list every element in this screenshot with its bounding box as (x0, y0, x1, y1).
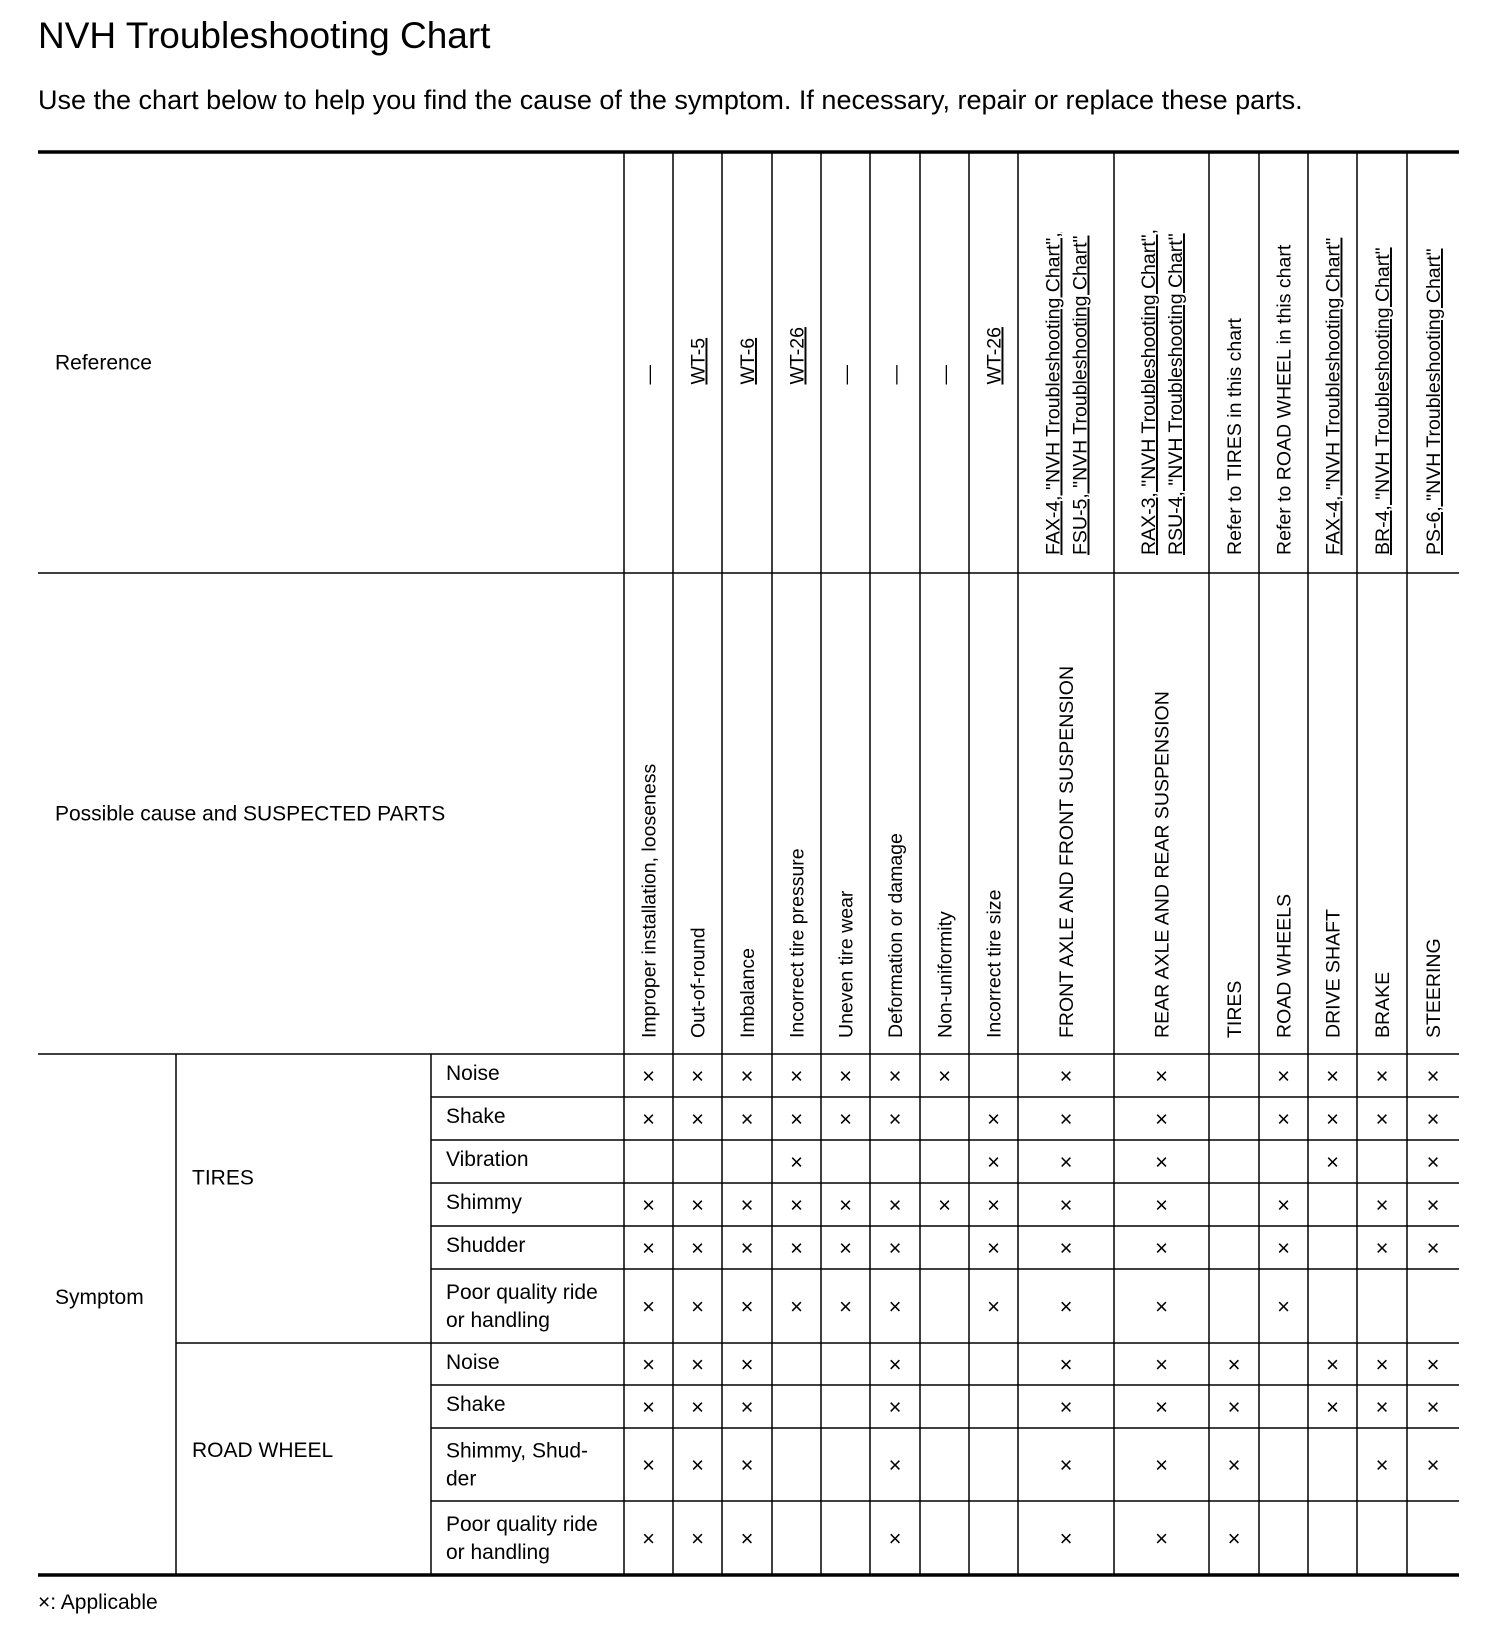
applicable-mark: × (1426, 1192, 1440, 1218)
applicable-mark: × (987, 1106, 1000, 1132)
applicable-mark: × (1059, 1352, 1073, 1377)
applicable-mark: × (1326, 1149, 1339, 1175)
applicable-mark: × (740, 1394, 754, 1420)
applicable-mark: × (1155, 1149, 1168, 1175)
applicable-mark: × (888, 1394, 902, 1420)
applicable-mark: × (1277, 1235, 1290, 1261)
applicable-mark: × (1155, 1106, 1168, 1132)
symptom-label-text: Shimmy, Shud- (446, 1439, 588, 1463)
applicable-mark: × (938, 1063, 951, 1089)
symptom-label-text: Shake (446, 1105, 506, 1128)
applicable-mark: × (1426, 1149, 1440, 1175)
applicable-mark: × (987, 1192, 1000, 1218)
applicable-mark: × (691, 1106, 704, 1132)
page-title: NVH Troubleshooting Chart (38, 15, 491, 56)
applicable-mark: × (790, 1294, 803, 1319)
applicable-mark: × (888, 1106, 902, 1132)
reference-link[interactable]: WT-26 (786, 327, 809, 385)
applicable-mark: × (839, 1106, 852, 1132)
applicable-mark: × (938, 1192, 951, 1218)
suspected-part-label: BRAKE (1372, 971, 1394, 1038)
applicable-mark: × (1375, 1452, 1389, 1478)
applicable-mark: × (1326, 1063, 1339, 1089)
reference-text: Refer to TIRES in this chart (1224, 318, 1246, 555)
suspected-part-label: FRONT AXLE AND FRONT SUSPENSION (1056, 665, 1078, 1038)
reference-link[interactable]: RSU-4, "NVH Troubleshooting Chart" (1165, 233, 1187, 555)
applicable-mark: × (1326, 1106, 1339, 1132)
reference-text: — (934, 365, 957, 385)
suspected-part-label: Incorrect tire size (983, 889, 1006, 1038)
applicable-mark: × (691, 1235, 704, 1261)
applicable-mark: × (1155, 1352, 1168, 1377)
applicable-mark: × (1227, 1526, 1241, 1551)
reference-text: Refer to ROAD WHEEL in this chart (1273, 244, 1296, 555)
applicable-mark: × (1059, 1526, 1073, 1551)
applicable-mark: × (888, 1352, 902, 1377)
symptom-label-text: der (446, 1467, 477, 1491)
reference-text: — (885, 365, 907, 385)
symptom-label-text: Noise (446, 1351, 500, 1374)
applicable-mark: × (1155, 1526, 1168, 1551)
reference-text: — (638, 365, 661, 385)
reference-text: — (835, 365, 858, 385)
applicable-mark: × (740, 1235, 754, 1261)
applicable-mark: × (1375, 1192, 1389, 1218)
applicable-mark: × (790, 1106, 803, 1132)
intro-text: Use the chart below to help you find the cause of the symptom. If necessary, repair or replace these parts. (38, 85, 1303, 115)
applicable-mark: × (1426, 1063, 1440, 1089)
applicable-mark: × (1059, 1294, 1073, 1319)
applicable-mark: × (1059, 1149, 1073, 1175)
applicable-mark: × (839, 1192, 852, 1218)
suspected-part-label: Out-of-round (687, 927, 710, 1038)
applicable-mark: × (1155, 1192, 1168, 1218)
suspected-part-label: Imbalance (737, 948, 759, 1038)
applicable-mark: × (1155, 1294, 1168, 1319)
applicable-mark: × (888, 1192, 902, 1218)
applicable-mark: × (642, 1063, 655, 1089)
applicable-mark: × (1426, 1106, 1440, 1132)
suspected-part-label: DRIVE SHAFT (1322, 909, 1345, 1038)
applicable-mark: × (1375, 1352, 1389, 1377)
applicable-mark: × (1155, 1394, 1168, 1420)
applicable-mark: × (1326, 1352, 1339, 1377)
applicable-mark: × (740, 1063, 754, 1089)
applicable-mark: × (987, 1235, 1000, 1261)
applicable-mark: × (1155, 1235, 1168, 1261)
reference-link[interactable]: PS-6, "NVH Troubleshooting Chart" (1423, 248, 1445, 555)
suspected-part-label: Non-uniformity (934, 911, 957, 1038)
symptom-label-text: Poor quality ride (446, 1513, 598, 1536)
applicable-mark: × (888, 1526, 902, 1551)
applicable-mark: × (691, 1526, 704, 1551)
symptom-label-text: Shimmy (446, 1191, 522, 1214)
applicable-mark: × (642, 1394, 655, 1420)
reference-label: Reference (55, 351, 152, 375)
applicable-mark: × (1277, 1106, 1290, 1132)
suspected-part-label: ROAD WHEELS (1273, 893, 1296, 1038)
applicable-mark: × (839, 1235, 852, 1261)
applicable-mark: × (691, 1452, 704, 1478)
applicable-mark: × (888, 1294, 902, 1319)
applicable-mark: × (691, 1192, 704, 1218)
applicable-mark: × (790, 1192, 803, 1218)
applicable-mark: × (642, 1192, 655, 1218)
applicable-mark: × (642, 1352, 655, 1377)
applicable-mark: × (691, 1352, 704, 1377)
applicable-mark: × (1277, 1063, 1290, 1089)
applicable-mark: × (1059, 1106, 1073, 1132)
applicable-mark: × (691, 1394, 704, 1420)
reference-link[interactable]: BR-4, "NVH Troubleshooting Chart" (1372, 247, 1394, 555)
applicable-mark: × (642, 1526, 655, 1551)
applicable-mark: × (1059, 1063, 1073, 1089)
applicable-mark: × (888, 1452, 902, 1478)
symptom-group-label: ROAD WHEEL (192, 1439, 334, 1462)
applicable-mark: × (1375, 1394, 1389, 1420)
reference-link[interactable]: WT-6 (737, 337, 759, 385)
applicable-mark: × (740, 1294, 754, 1319)
reference-link[interactable]: FAX-4, "NVH Troubleshooting Chart", (1042, 232, 1065, 555)
reference-link[interactable]: WT-5 (687, 337, 710, 385)
suspected-part-label: Incorrect tire pressure (786, 848, 809, 1038)
applicable-mark: × (1426, 1352, 1440, 1377)
suspected-part-label: Uneven tire wear (835, 890, 858, 1038)
footnote-applicable: ×: Applicable (38, 1591, 158, 1614)
applicable-mark: × (740, 1106, 754, 1132)
symptom-label-text: Shudder (446, 1234, 526, 1257)
applicable-mark: × (1326, 1394, 1339, 1420)
symptom-label-text: Shake (446, 1393, 506, 1416)
applicable-mark: × (790, 1149, 803, 1175)
applicable-mark: × (642, 1106, 655, 1132)
applicable-mark: × (1426, 1394, 1440, 1420)
applicable-mark: × (1059, 1235, 1073, 1261)
applicable-mark: × (642, 1452, 655, 1478)
reference-link[interactable]: WT-26 (983, 327, 1006, 385)
applicable-mark: × (740, 1526, 754, 1551)
applicable-mark: × (642, 1294, 655, 1319)
suspected-parts-label: Possible cause and SUSPECTED PARTS (55, 802, 446, 826)
applicable-mark: × (1059, 1394, 1073, 1420)
applicable-mark: × (888, 1235, 902, 1261)
reference-link[interactable]: FAX-4, "NVH Troubleshooting Chart" (1322, 237, 1345, 555)
applicable-mark: × (1059, 1452, 1073, 1478)
suspected-part-label: Deformation or damage (885, 833, 907, 1038)
symptom-label-text: or handling (446, 1541, 550, 1564)
symptom-label-text: or handling (446, 1309, 550, 1332)
applicable-mark: × (1426, 1235, 1440, 1261)
applicable-mark: × (1155, 1063, 1168, 1089)
symptom-group-label: TIRES (192, 1166, 254, 1190)
applicable-mark: × (1426, 1452, 1440, 1478)
applicable-mark: × (839, 1063, 852, 1089)
applicable-mark: × (1155, 1452, 1168, 1478)
symptom-label-text: Noise (446, 1062, 500, 1085)
suspected-part-label: STEERING (1423, 938, 1445, 1038)
suspected-part-label: REAR AXLE AND REAR SUSPENSION (1151, 691, 1174, 1038)
applicable-mark: × (790, 1235, 803, 1261)
suspected-part-label: TIRES (1224, 980, 1246, 1038)
applicable-mark: × (691, 1063, 704, 1089)
applicable-mark: × (839, 1294, 852, 1319)
applicable-mark: × (740, 1352, 754, 1377)
applicable-mark: × (691, 1294, 704, 1319)
applicable-mark: × (1277, 1192, 1290, 1218)
applicable-mark: × (642, 1235, 655, 1261)
symptom-label-text: Vibration (446, 1148, 529, 1171)
suspected-part-label: Improper installation, looseness (638, 763, 661, 1038)
reference-link[interactable]: RAX-3, "NVH Troubleshooting Chart", (1138, 229, 1160, 555)
applicable-mark: × (790, 1063, 803, 1089)
applicable-mark: × (987, 1149, 1000, 1175)
reference-link[interactable]: FSU-5, "NVH Troubleshooting Chart" (1069, 235, 1092, 555)
applicable-mark: × (1375, 1106, 1389, 1132)
applicable-mark: × (1227, 1394, 1241, 1420)
applicable-mark: × (888, 1063, 902, 1089)
applicable-mark: × (1277, 1294, 1290, 1319)
applicable-mark: × (1227, 1352, 1241, 1377)
applicable-mark: × (740, 1452, 754, 1478)
applicable-mark: × (740, 1192, 754, 1218)
applicable-mark: × (1227, 1452, 1241, 1478)
applicable-mark: × (1059, 1192, 1073, 1218)
applicable-mark: × (1375, 1235, 1389, 1261)
symptom-label-text: Poor quality ride (446, 1281, 598, 1304)
symptom-label: Symptom (55, 1286, 144, 1309)
applicable-mark: × (1375, 1063, 1389, 1089)
applicable-mark: × (987, 1294, 1000, 1319)
